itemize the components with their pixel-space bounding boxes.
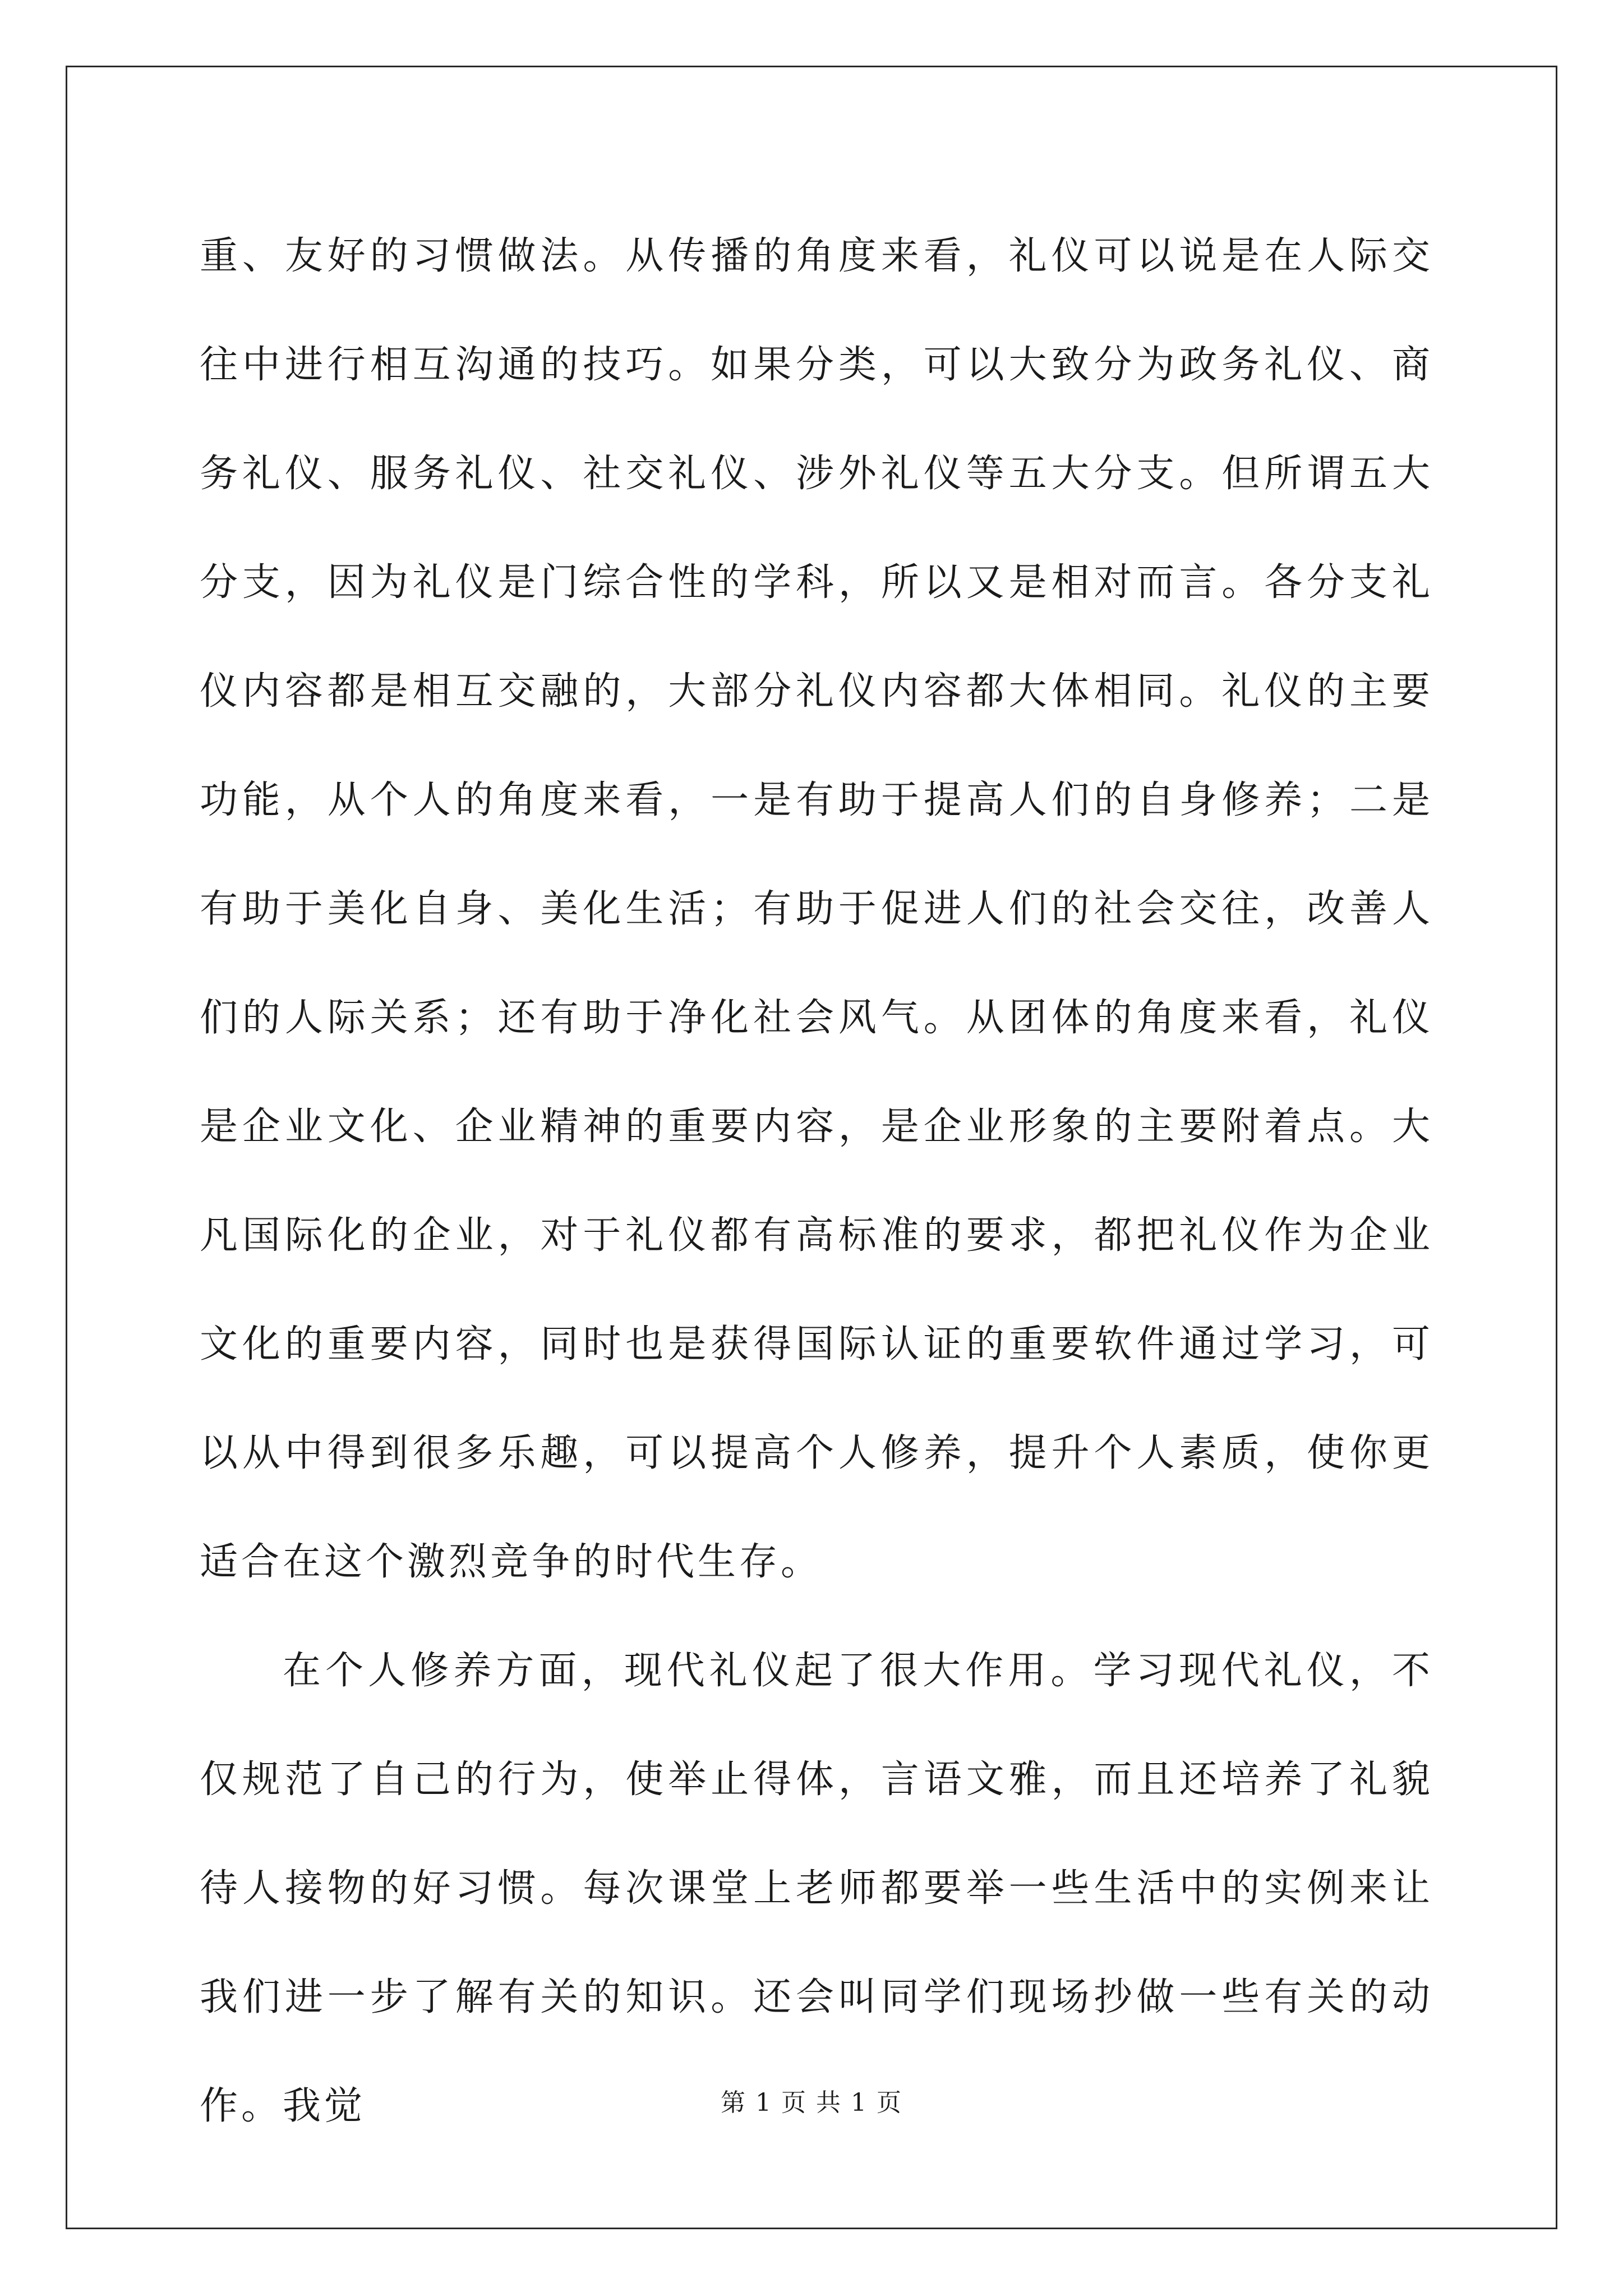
paragraph-1: 重、友好的习惯做法。从传播的角度来看，礼仪可以说是在人际交往中进行相互沟通的技巧。如果分类，可以大致分为政务礼仪、商务礼仪、服务礼仪、社交礼仪、涉外礼仪等五大分支。但所谓五大分支，因为礼仪是门综合性的学科，所以又是相对而言。各分支礼仪内容都是相互交融的，大部分礼仪内容都大体相同。礼仪的主要功能，从个人的角度来看，一是有助于提高人们的自身修养；二是有助于美化自身、美化生活；有助于促进人们的社会交往，改善人们的人际关系；还有助于净化社会风气。从团体的角度来看，礼仪是企业文化、企业精神的重要内容，是企业形象的主要附着点。大凡国际化的企业，对于礼仪都有高标准的要求，都把礼仪作为企业文化的重要内容，同时也是获得国际认证的重要软件通过学习，可以从中得到很多乐趣，可以提高个人修养，提升个人素质，使你更适合在这个激烈竞争的时代生存。: [200, 234, 1433, 1584]
page-footer: 第 1 页 共 1 页: [721, 2088, 902, 2117]
paragraph-2: 在个人修养方面，现代礼仪起了很大作用。学习现代礼仪，不仅规范了自己的行为，使举止得体，言语文雅，而且还培养了礼貌待人接物的好习惯。每次课堂上老师都要举一些生活中的实例来让我们进一步了解有关的知识。还会叫同学们现场抄做一些有关的动作。我觉: [200, 1649, 1433, 2128]
document-body: [200, 202, 1433, 2161]
